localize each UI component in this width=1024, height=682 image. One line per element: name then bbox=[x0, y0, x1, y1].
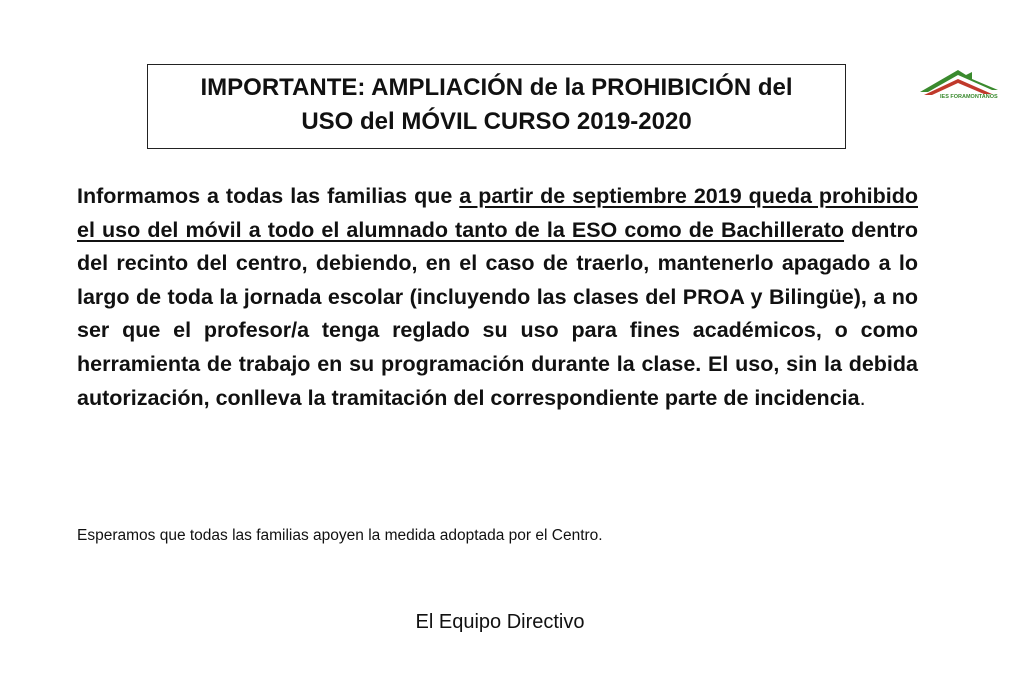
signature: El Equipo Directivo bbox=[415, 611, 585, 633]
closing-line: Esperamos que todas las familias apoyen la medida adoptada por el Centro. bbox=[77, 527, 603, 544]
logo-text: IES FORAMONTANOS bbox=[940, 94, 998, 100]
school-logo bbox=[918, 66, 1010, 100]
title-box bbox=[147, 64, 846, 149]
notice-body bbox=[77, 180, 918, 415]
school-roof-logo-icon bbox=[918, 66, 1010, 100]
notice-underlined-text: a partir de septiembre 2019 queda prohibido el uso del móvil a todo el alumnado tanto de la ESO como de Bachillerato bbox=[77, 184, 918, 242]
notice-end: . bbox=[859, 385, 866, 410]
notice-rest: dentro del recinto del centro, debiendo, en el caso de traerlo, mantenerlo apagado a lo largo de toda la jornada escolar (incluyendo las clases del PROA y Bilingüe), a no ser que el profesor/a tenga reglado su uso para fines académicos, o como herramienta de trabajo en su programación durante la clase. El uso, sin la debida autorización, conlleva la tramitación del correspondiente parte de incidencia bbox=[77, 217, 919, 410]
notice-intro: Informamos a todas las familias que bbox=[77, 184, 460, 208]
title-line-2: USO del MÓVIL CURSO 2019-2020 bbox=[301, 108, 692, 135]
title-line-1: IMPORTANTE: AMPLIACIÓN de la PROHIBICIÓN del bbox=[200, 74, 793, 101]
